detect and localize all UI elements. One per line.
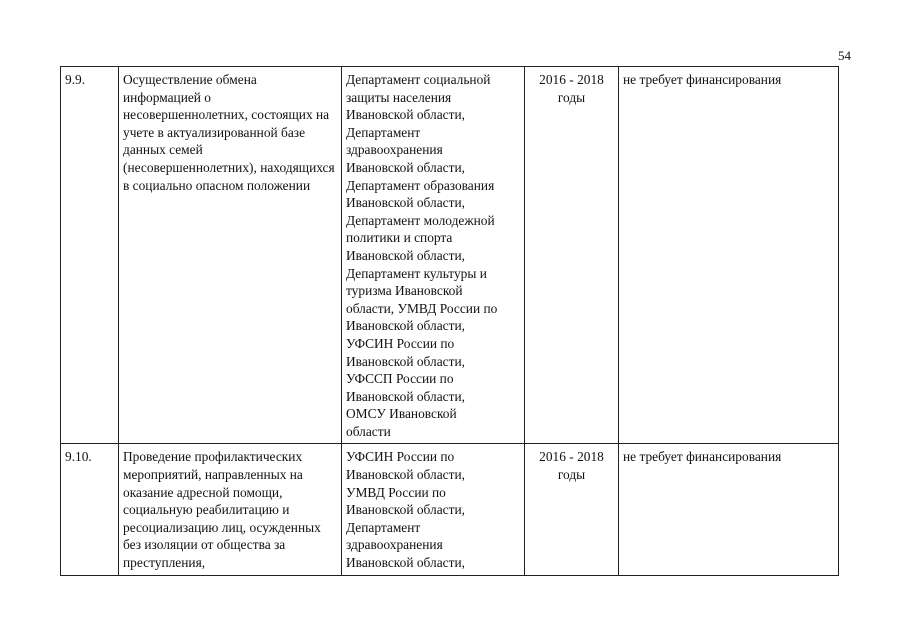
term-cell: 2016 - 2018 годы	[525, 444, 619, 576]
executor-line: Ивановской области,	[346, 159, 465, 175]
executor-line: Департамент	[346, 519, 421, 535]
action-description: Осуществление обмена информацией о несовершеннолетних, состоящих на учете в актуализированной базе данных семей (несовершеннолетних), находящихся в социально опасном положении	[119, 67, 342, 444]
executors-cell	[342, 444, 525, 576]
executor-line: Департамент молодежной	[346, 212, 495, 228]
executor-line: Ивановской области,	[346, 247, 465, 263]
executor-line: здравоохранения	[346, 537, 443, 553]
executor-line: Ивановской области,	[346, 502, 465, 518]
executor-line: Ивановской области,	[346, 195, 465, 211]
executor-line: области, УМВД России по	[346, 300, 498, 316]
executor-line: защиты населения	[346, 89, 452, 105]
executor-line: Департамент социальной	[346, 72, 491, 87]
executor-line: Департамент образования	[346, 177, 495, 193]
page-number: 54	[838, 48, 851, 63]
executor-line: области	[346, 423, 391, 439]
executor-line: Ивановской области,	[346, 388, 465, 404]
executor-line: Ивановской области,	[346, 107, 465, 123]
executor-line: УФСИН России по	[346, 449, 455, 465]
table-row	[61, 444, 839, 576]
executor-line: Ивановской области,	[346, 318, 465, 334]
action-description: Проведение профилактических мероприятий, направленных на оказание адресной помощи, социальную реабилитацию и ресоциализацию лиц, осужденных без изоляции от общества за преступления,	[119, 444, 342, 576]
executors-cell	[342, 67, 525, 444]
executor-line: Ивановской области,	[346, 353, 465, 369]
executor-line: УМВД России по	[346, 484, 446, 500]
financing-cell: не требует финансирования	[619, 67, 839, 444]
executor-line: УФСИН России по	[346, 335, 455, 351]
executor-line: УФССП России по	[346, 371, 454, 387]
plan-table	[60, 66, 839, 576]
executor-line: ОМСУ Ивановской	[346, 406, 457, 422]
executor-line: Ивановской области,	[346, 555, 465, 571]
executor-line: здравоохранения	[346, 142, 443, 158]
term-cell: 2016 - 2018 годы	[525, 67, 619, 444]
executor-line: Ивановской области,	[346, 467, 465, 483]
item-number: 9.9.	[61, 67, 119, 444]
executor-line: туризма Ивановской	[346, 283, 463, 299]
executor-line: политики и спорта	[346, 230, 453, 246]
executor-line: Департамент культуры и	[346, 265, 487, 281]
financing-cell: не требует финансирования	[619, 444, 839, 576]
item-number: 9.10.	[61, 444, 119, 576]
table-row	[61, 67, 839, 444]
executor-line: Департамент	[346, 124, 421, 140]
